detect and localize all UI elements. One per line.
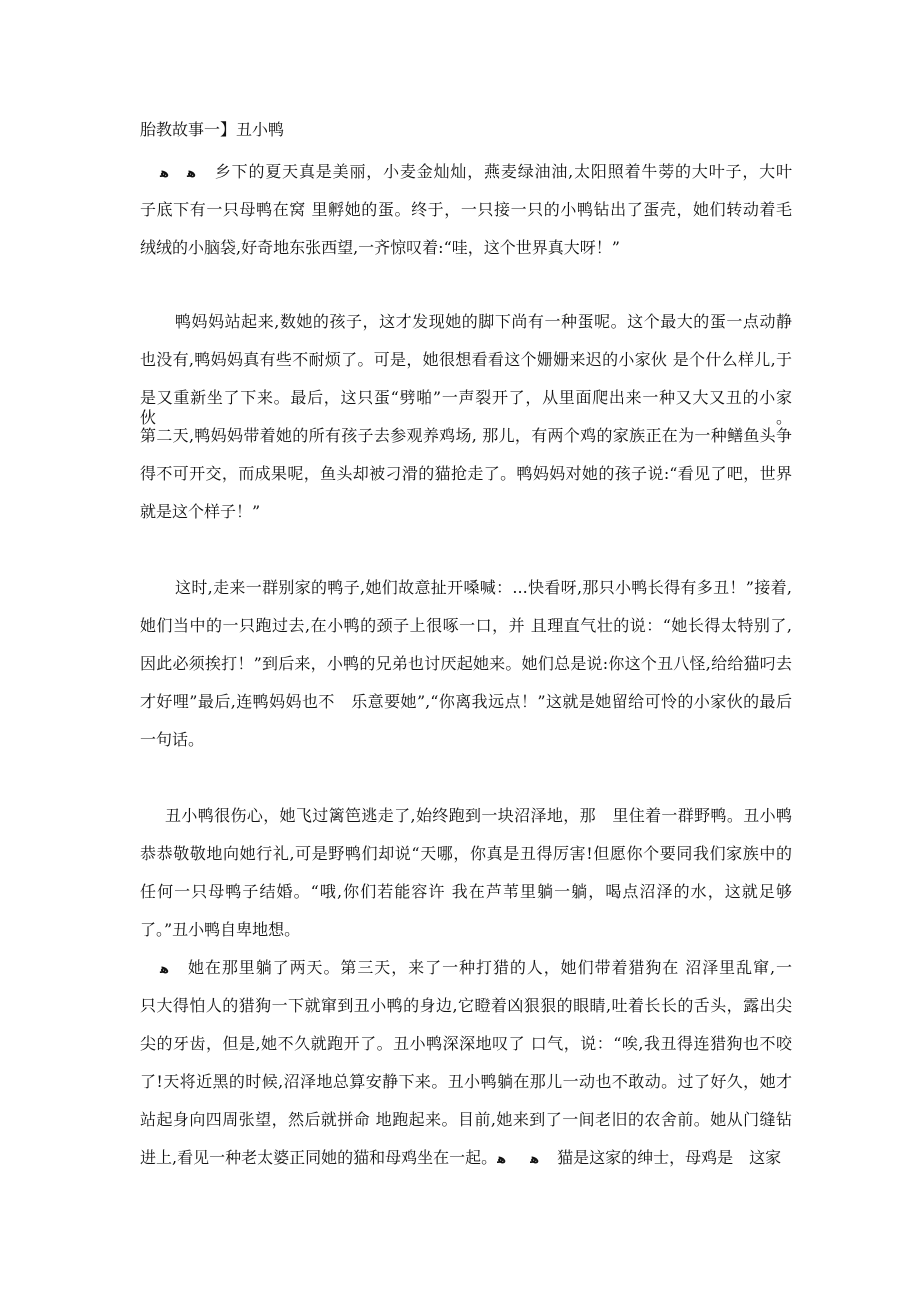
bullet-mark-icon: ﻫ [187,166,197,181]
text-line: 就是这个样子！” [140,502,261,521]
text-line: 恭恭敬敬地向她行礼,可是野鸭们却说“天哪，你真是丑得厉害!但愿你个要同我们家族中的 [140,844,792,863]
text-line: 子底下有一只母鸭在窝 里孵她的蛋。终于，一只接一只的小鸭钻出了蛋壳，她们转动着毛 [140,200,792,219]
text-line: 只大得怕人的猎狗一下就窜到丑小鸭的身边,它瞪着凶狠狠的眼睛,吐着长长的舌头，露出尖 [140,996,792,1015]
text-line: 才好哩”最后,连鸭妈妈也不 乐意要她”,“你离我远点！”这就是她留给可怜的小家伙的最后 [140,692,792,711]
story-title: 胎教故事一】丑小鸭 [140,120,285,139]
bullet-mark-icon: ﻫ [160,166,170,181]
text-line: 得不可开交，而成果呢，鱼头却被刁滑的猫抢走了。鸭妈妈对她的孩子说:“看见了吧，世界 [140,464,792,483]
text-line: 是又重新坐了下来。最后，这只蛋“劈啪”一声裂开了，从里面爬出来一种又大又丑的小家伙。 [140,388,792,427]
text-line: 猫是这家的绅士，母鸡是 这家 [557,1148,782,1167]
text-line: 第二天,鸭妈妈带着她的所有孩子去参观养鸡场, 那儿，有两个鸡的家族正在为一种鳝鱼头争 [140,426,792,445]
text-line: 了。”丑小鸭自卑地想。 [140,920,301,939]
text-line: 绒绒的小脑袋,好奇地东张西望,一齐惊叹着:“哇，这个世界真大呀！” [140,238,620,257]
text-line: 鸭妈妈站起来,数她的孩子，这才发现她的脚下尚有一种蛋呢。这个最大的蛋一点动静 [175,312,792,331]
text-line: 她们当中的一只跑过去,在小鸭的颈子上很啄一口，并 且理直气壮的说：“她长得太特别了, [140,616,792,635]
text-line: 她在那里躺了两天。第三天，来了一种打猎的人，她们带着猎狗在 沼泽里乱窜,一 [187,958,792,977]
text-line: 任何一只母鸭子结婚。“哦,你们若能容许 我在芦苇里躺一躺，喝点沼泽的水，这就足够 [140,882,792,901]
text-line: 站起身向四周张望，然后就拼命 地跑起来。目前,她来到了一间老旧的农舍前。她从门缝钻 [140,1110,792,1129]
text-line: 进上,看见一种老太婆正同她的猫和母鸡坐在一起。 [140,1148,498,1167]
bullet-mark-icon: ﻫ [530,1152,540,1167]
text-line: 丑小鸭很伤心，她飞过篱笆逃走了,始终跑到一块沼泽地，那 里住着一群野鸭。丑小鸭 [165,806,792,825]
text-line: 也没有,鸭妈妈真有些不耐烦了。可是，她很想看看这个姗姗来迟的小家伙 是个什么样儿,于 [140,350,792,369]
bullet-mark-icon: ﻫ [160,962,170,977]
text-line: 一句话。 [140,730,205,749]
text-line: 尖的牙齿，但是,她不久就跑开了。丑小鸭深深地叹了 口气，说：“唉,我丑得连猎狗也不咬 [140,1034,792,1053]
text-line: 乡下的夏天真是美丽，小麦金灿灿，燕麦绿油油,太阳照着牛蒡的大叶子，大叶 [214,162,792,181]
text-line: 这时,走来一群别家的鸭子,她们故意扯开嗓喊：...快看呀,那只小鸭长得有多丑！”接着, [175,578,792,597]
bullet-mark-icon: ﻫ [497,1152,507,1167]
text-line: 了!天将近黑的时候,沼泽地总算安静下来。丑小鸭躺在那儿一动也不敢动。过了好久，她才 [140,1072,792,1091]
text-line: 因此必须挨打！”到后来，小鸭的兄弟也讨厌起她来。她们总是说:你这个丑八怪,给给猫叼去 [140,654,792,673]
